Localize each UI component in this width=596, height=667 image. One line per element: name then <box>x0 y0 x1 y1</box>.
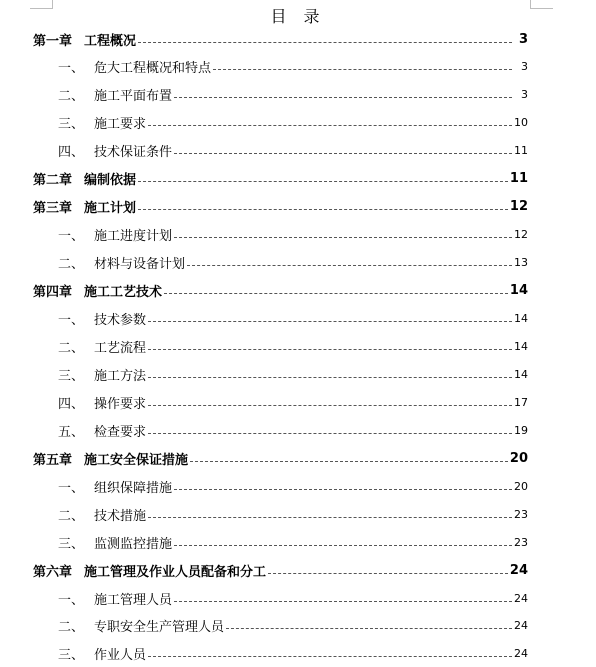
toc-dot-leader <box>268 573 508 574</box>
toc-section-entry[interactable] <box>0 532 596 552</box>
toc-dot-leader <box>148 321 512 322</box>
toc-chapter-entry[interactable] <box>0 169 596 189</box>
toc-entry-label: 编制依据 <box>84 173 137 189</box>
toc-entry-label: 施工计划 <box>84 201 137 217</box>
toc-dot-leader <box>174 237 512 238</box>
toc-dot-leader <box>174 601 512 602</box>
toc-dot-leader <box>213 69 512 70</box>
toc-entry-number: 二、 <box>58 508 85 524</box>
toc-entry-number: 一、 <box>58 61 85 77</box>
toc-dot-leader <box>148 433 512 434</box>
toc-entry-label: 技术保证条件 <box>94 145 173 161</box>
toc-page-number: 23 <box>514 507 528 521</box>
toc-page-number: 11 <box>509 171 528 187</box>
toc-dot-leader <box>174 489 512 490</box>
toc-chapter-entry[interactable] <box>0 560 596 580</box>
toc-entry-number: 第六章 <box>33 564 73 580</box>
toc-dot-leader <box>174 545 512 546</box>
toc-entry-label: 工艺流程 <box>94 340 147 356</box>
toc-entry-number: 第五章 <box>33 452 73 468</box>
toc-entry-label: 监测监控措施 <box>94 536 173 552</box>
toc-entry-label: 技术措施 <box>94 508 147 524</box>
toc-entry-label: 施工要求 <box>94 117 147 133</box>
toc-section-entry[interactable] <box>0 85 596 105</box>
toc-entry-number: 二、 <box>58 340 85 356</box>
toc-entry-label: 施工管理人员 <box>94 592 173 608</box>
toc-entry-label: 施工方法 <box>94 368 147 384</box>
toc-page-number: 24 <box>514 647 528 661</box>
toc-page-number: 23 <box>514 535 528 549</box>
toc-page-number: 14 <box>509 283 528 299</box>
toc-entry-number: 二、 <box>58 89 85 105</box>
toc-entry-label: 施工进度计划 <box>94 229 173 245</box>
toc-section-entry[interactable] <box>0 644 596 664</box>
toc-dot-leader <box>148 405 512 406</box>
toc-page-number: 14 <box>514 367 528 381</box>
toc-dot-leader <box>138 42 512 43</box>
page-title: 目 录 <box>270 7 326 26</box>
toc-section-entry[interactable] <box>0 141 596 161</box>
toc-entry-number: 一、 <box>58 480 85 496</box>
toc-dot-leader <box>226 628 512 629</box>
toc-chapter-entry[interactable] <box>0 197 596 217</box>
toc-section-entry[interactable] <box>0 420 596 440</box>
toc-entry-label: 操作要求 <box>94 396 147 412</box>
toc-page-number: 14 <box>514 312 528 325</box>
toc-page-number: 24 <box>509 562 528 578</box>
toc-dot-leader <box>190 461 508 462</box>
toc-page-number: 24 <box>514 591 528 605</box>
toc-dot-leader <box>148 349 512 350</box>
toc-entry-number: 第一章 <box>33 33 73 49</box>
toc-section-entry[interactable] <box>0 57 596 77</box>
toc-page-number: 12 <box>509 199 528 215</box>
toc-dot-leader <box>164 293 508 294</box>
toc-entry-label: 组织保障措施 <box>94 480 173 496</box>
toc-entry-number: 三、 <box>58 117 85 133</box>
toc-dot-leader <box>148 377 512 378</box>
toc-entry-label: 施工工艺技术 <box>84 285 163 301</box>
toc-entry-label: 工程概况 <box>84 33 137 49</box>
toc-chapter-entry[interactable] <box>0 281 596 301</box>
toc-entry-label: 作业人员 <box>94 648 147 664</box>
toc-section-entry[interactable] <box>0 225 596 245</box>
toc-entry-number: 二、 <box>58 257 85 273</box>
toc-page-number: 19 <box>514 423 528 437</box>
toc-dot-leader <box>138 209 508 210</box>
toc-entry-number: 一、 <box>58 592 85 608</box>
toc-page-number: 3 <box>521 88 528 102</box>
toc-entry-number: 五、 <box>58 424 85 440</box>
toc-entry-label: 施工安全保证措施 <box>84 452 189 468</box>
toc-dot-leader <box>148 125 512 126</box>
toc-entry-label: 施工平面布置 <box>94 89 173 105</box>
toc-section-entry[interactable] <box>0 309 596 329</box>
toc-section-entry[interactable] <box>0 364 596 384</box>
toc-page-number: 3 <box>518 31 528 47</box>
toc-entry-number: 三、 <box>58 368 85 384</box>
toc-page-number: 20 <box>514 479 528 493</box>
toc-section-entry[interactable] <box>0 504 596 524</box>
toc-chapter-entry[interactable] <box>0 448 596 468</box>
toc-entry-number: 三、 <box>58 536 85 552</box>
toc-section-entry[interactable] <box>0 588 596 608</box>
toc-entry-label: 检查要求 <box>94 424 147 440</box>
toc-page-number: 11 <box>514 144 528 158</box>
toc-page-number: 10 <box>514 116 528 130</box>
toc-page-number: 12 <box>514 228 528 242</box>
toc-section-entry[interactable] <box>0 476 596 496</box>
toc-entry-number: 四、 <box>58 145 85 161</box>
toc-entry-number: 第三章 <box>33 201 73 217</box>
toc-page-number: 14 <box>514 339 528 353</box>
toc-entry-number: 第四章 <box>33 285 73 301</box>
toc-entry-label: 专职安全生产管理人员 <box>94 620 225 636</box>
toc-entry-label: 危大工程概况和特点 <box>94 61 212 77</box>
toc-page-number: 17 <box>514 395 528 409</box>
toc-section-entry[interactable] <box>0 113 596 133</box>
toc-section-entry[interactable] <box>0 253 596 273</box>
toc-dot-leader <box>148 517 512 518</box>
toc-entry-label: 施工管理及作业人员配备和分工 <box>84 564 267 580</box>
toc-entry-number: 二、 <box>58 620 85 636</box>
toc-entry-number: 三、 <box>58 648 85 664</box>
toc-page-number: 20 <box>509 450 528 466</box>
toc-entry-label: 技术参数 <box>94 313 147 328</box>
toc-entry-number: 一、 <box>58 313 85 328</box>
toc-section-entry[interactable] <box>0 616 596 636</box>
toc-page-number: 24 <box>514 619 528 633</box>
toc-dot-leader <box>174 97 512 98</box>
toc-dot-leader <box>148 656 512 657</box>
toc-entry-label: 材料与设备计划 <box>94 257 186 273</box>
toc-page-number: 13 <box>514 256 528 270</box>
toc-chapter-entry[interactable] <box>0 29 596 49</box>
toc-entry-number: 四、 <box>58 396 85 412</box>
toc-entry-number: 一、 <box>58 229 85 245</box>
toc-dot-leader <box>138 181 508 182</box>
toc-dot-leader <box>174 153 512 154</box>
toc-section-entry[interactable] <box>0 336 596 356</box>
toc-page-number: 3 <box>521 60 528 74</box>
toc-entry-number: 第二章 <box>33 173 73 189</box>
toc-section-entry[interactable] <box>0 392 596 412</box>
toc-dot-leader <box>187 265 512 266</box>
